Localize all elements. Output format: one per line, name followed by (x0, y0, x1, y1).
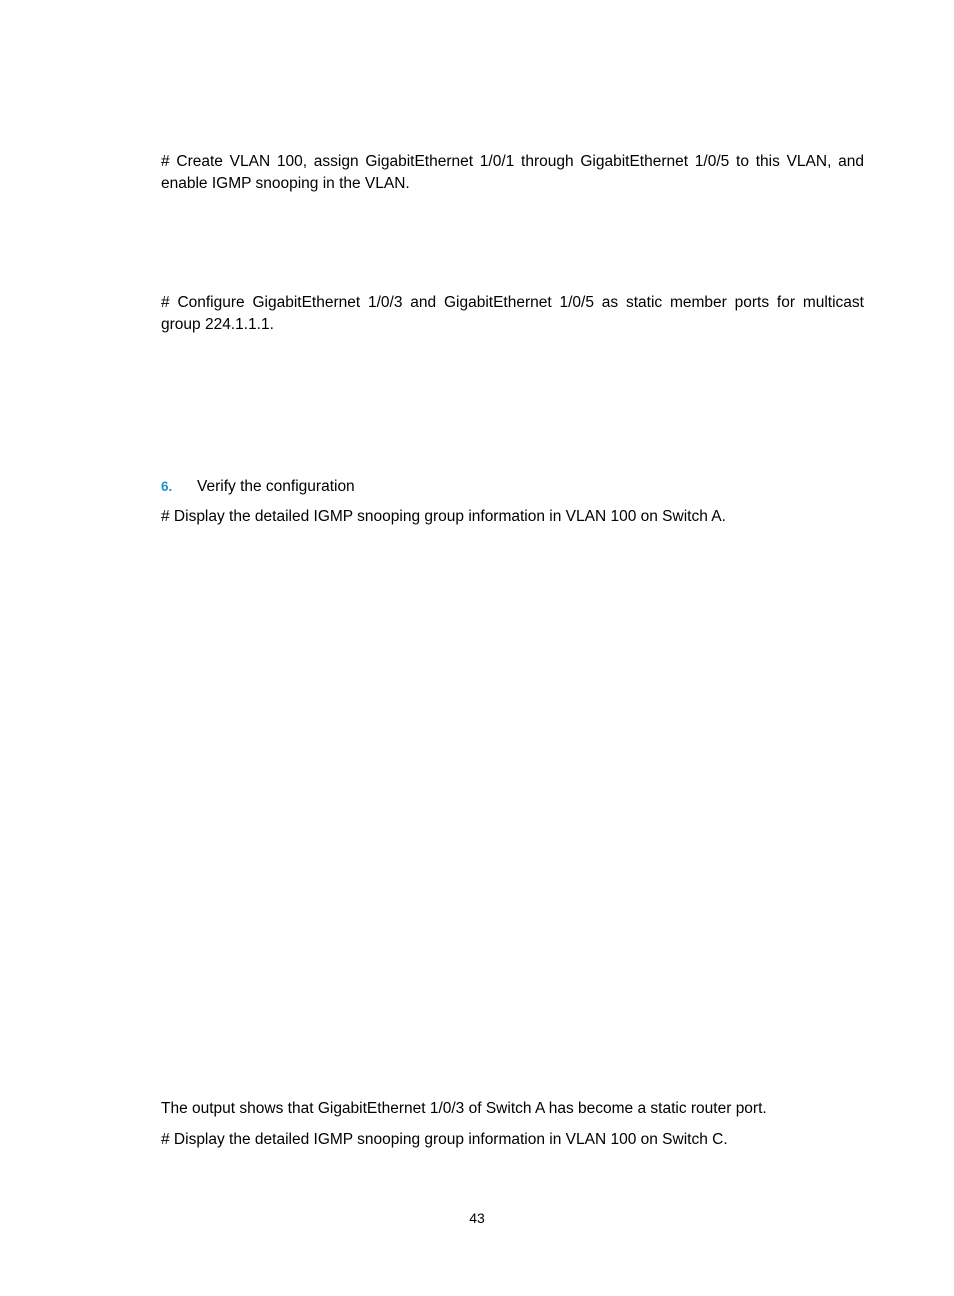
step-label: Verify the configuration (197, 478, 355, 495)
step-heading (161, 476, 864, 498)
paragraph-output-shows: The output shows that GigabitEthernet 1/0/3 of Switch A has become a static router port. (161, 1100, 767, 1117)
paragraph-configure-static-member-ports: # Configure GigabitEthernet 1/0/3 and GigabitEthernet 1/0/5 as static member ports for multicast group 224.1.1.1. (161, 294, 864, 333)
paragraph-create-vlan: # Create VLAN 100, assign GigabitEthernet 1/0/1 through GigabitEthernet 1/0/5 to this VLAN, and enable IGMP snooping in the VLAN. (161, 153, 864, 192)
page-number: 43 (469, 1210, 485, 1226)
step-number: 6. (161, 479, 173, 494)
paragraph-display-switch-a: # Display the detailed IGMP snooping group information in VLAN 100 on Switch A. (161, 508, 726, 525)
paragraph-display-switch-c: # Display the detailed IGMP snooping group information in VLAN 100 on Switch C. (161, 1131, 728, 1148)
